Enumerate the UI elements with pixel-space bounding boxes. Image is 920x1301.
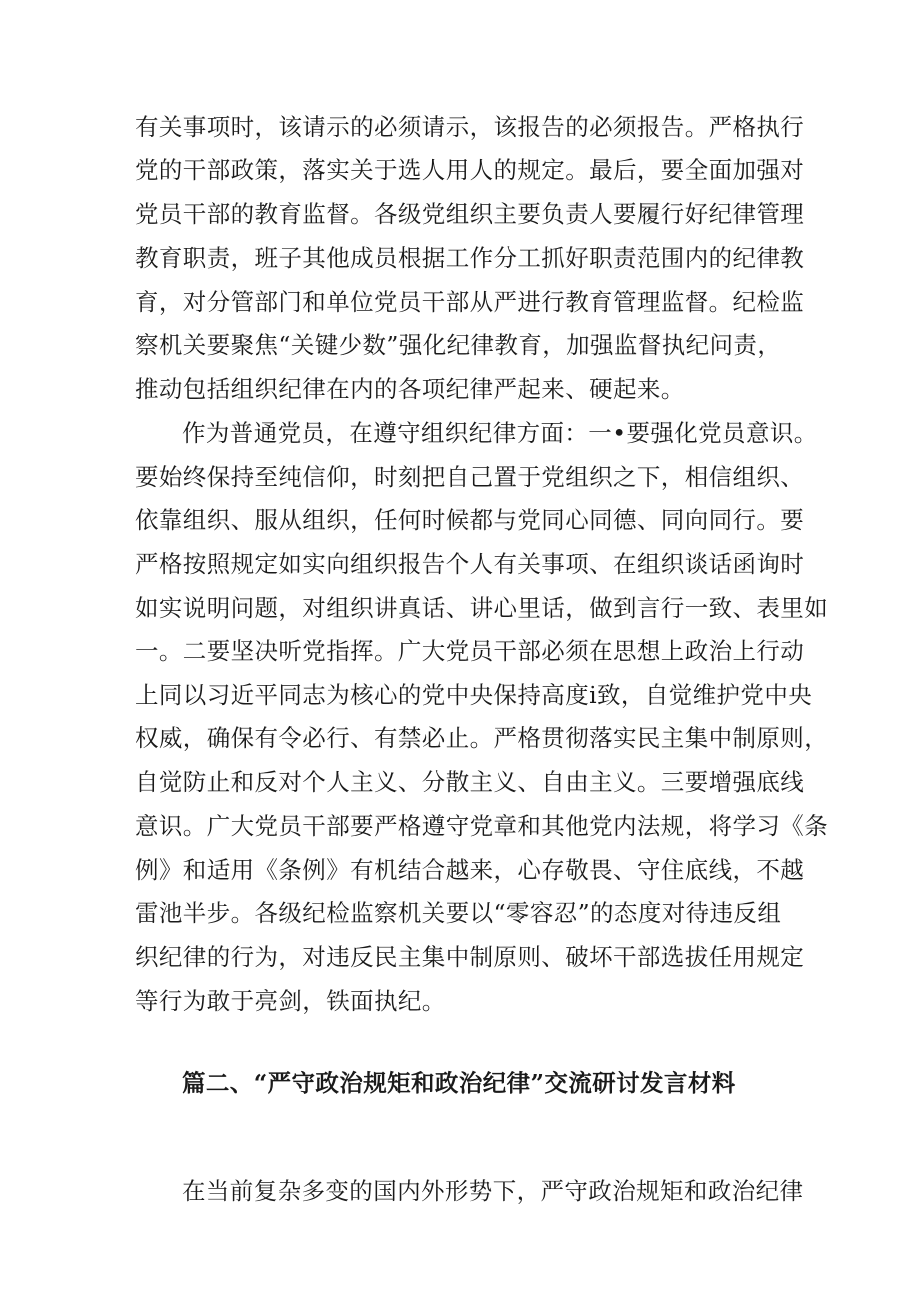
- text-line: 例》和适用《条例》有机结合越来，心存敬畏、守住底线，不越: [135, 856, 805, 884]
- text-line: 教育职责，班子其他成员根据工作分工抓好职责范围内的纪律教: [135, 244, 805, 272]
- text-line: 织纪律的行为，对违反民主集中制原则、破坏干部选拔任用规定: [135, 943, 805, 971]
- text-line: 上同以习近平同志为核心的党中央保持高度i致，自觉维护党中央: [135, 681, 813, 709]
- text-line: 严格按照规定如实向组织报告个人有关事项、在组织谈话函询时: [135, 550, 805, 578]
- text-line: 要始终保持至纯信仰，时刻把自己置于党组织之下，相信组织、: [135, 463, 805, 491]
- text-line: 党的干部政策，落实关于选人用人的规定。最后，要全面加强对: [135, 156, 805, 184]
- text-line: 依靠组织、服从组织，任何时候都与党同心同德、同向同行。要: [135, 506, 805, 534]
- section-heading: 篇二、“严守政治规矩和政治纪律”交流研讨发言材料: [182, 1069, 736, 1097]
- text-line: 有关事项时，该请示的必须请示，该报告的必须报告。严格执行: [135, 113, 805, 141]
- text-line: 权威，确保有令必行、有禁必止。严格贯彻落实民主集中制原则，: [135, 724, 829, 752]
- text-line: 作为普通党员，在遵守组织纪律方面：一•要强化党员意识。: [182, 419, 818, 447]
- text-line: 察机关要聚焦“关键少数”强化纪律教育，加强监督执纪问责，: [135, 331, 782, 359]
- text-line: 一。二要坚决听党指挥。广大党员干部必须在思想上政治上行动: [135, 637, 805, 665]
- text-line: 自觉防止和反对个人主义、分散主义、自由主义。三要增强底线: [135, 768, 805, 796]
- text-line: 推动包括组织纪律在内的各项纪律严起来、硬起来。: [135, 375, 685, 403]
- text-line: 雷池半步。各级纪检监察机关要以“零容忍”的态度对待违反组: [135, 899, 782, 927]
- text-line: 意识。广大党员干部要严格遵守党章和其他党内法规，将学习《条: [135, 812, 829, 840]
- text-line: 党员干部的教育监督。各级党组织主要负责人要履行好纪律管理: [135, 200, 805, 228]
- text-line: 育，对分管部门和单位党员干部从严进行教育管理监督。纪检监: [135, 288, 805, 316]
- text-line: 如实说明问题，对组织讲真话、讲心里话，做到言行一致、表里如: [135, 594, 829, 622]
- text-line: 等行为敢于亮剑，铁面执纪。: [135, 987, 446, 1015]
- text-line: 在当前复杂多变的国内外形势下，严守政治规矩和政治纪律: [182, 1177, 804, 1205]
